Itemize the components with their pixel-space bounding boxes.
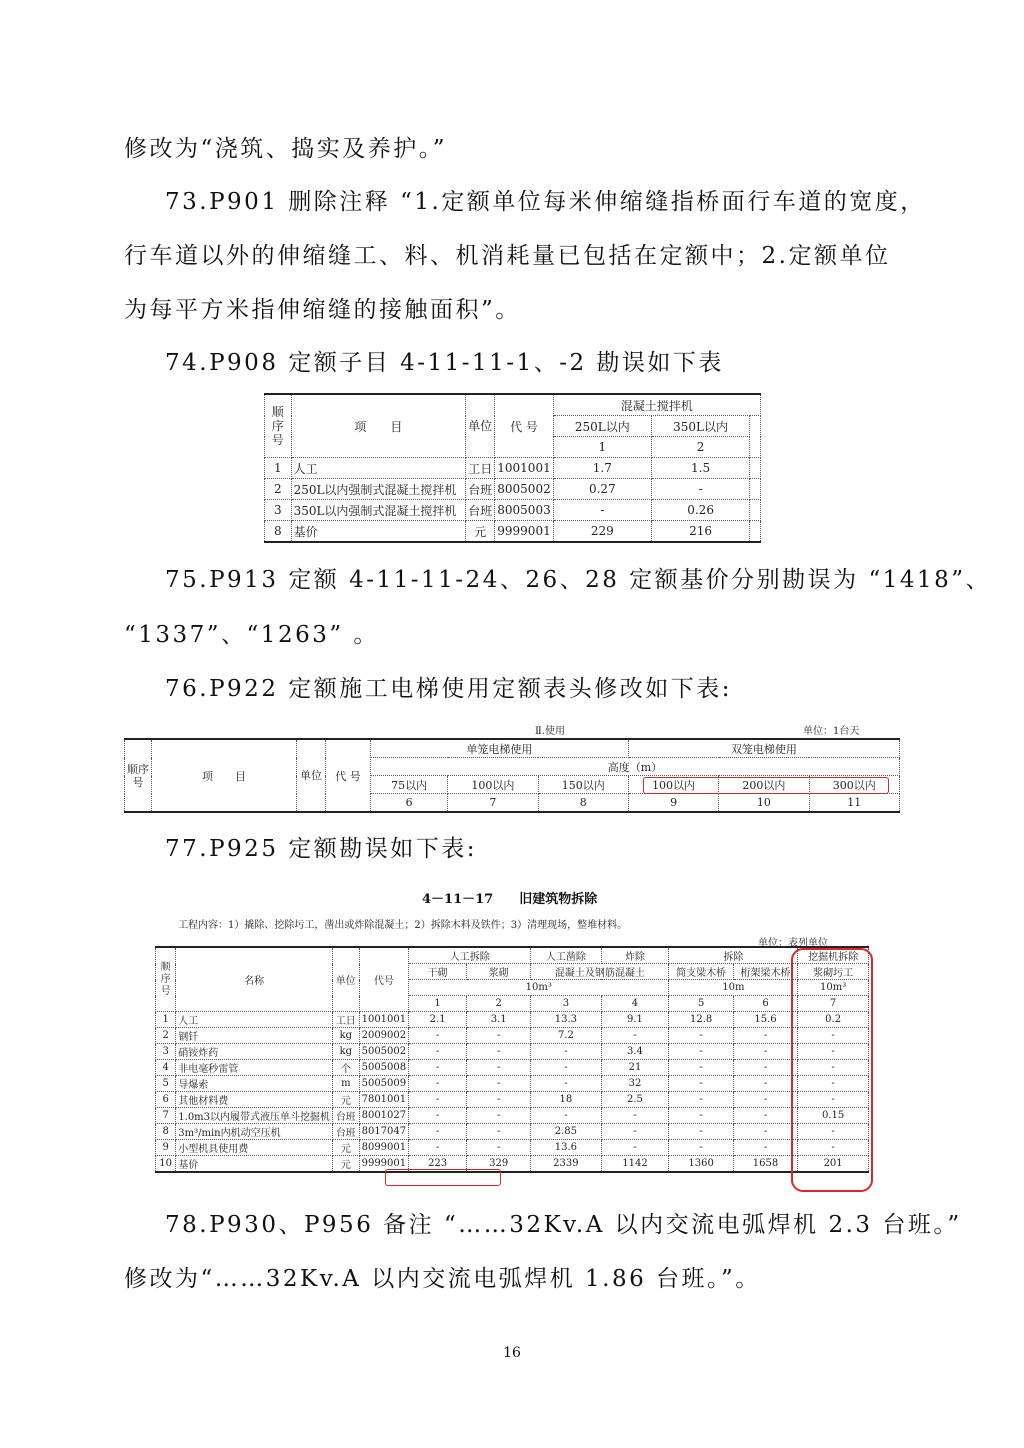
cell-unit: 个 bbox=[333, 1060, 360, 1076]
table-row bbox=[265, 458, 761, 479]
header-num: 3 bbox=[531, 996, 601, 1012]
paragraph-line: 修改为“……32Kv.A 以内交流电弧焊机 1.86 台班。”。 bbox=[124, 1266, 761, 1292]
header-measure-unit: 10m³ bbox=[798, 980, 869, 996]
cell-value: - bbox=[531, 1076, 601, 1092]
table-row bbox=[156, 1124, 869, 1140]
header-seq: 顺序号 bbox=[265, 394, 292, 458]
cell-code: 9999001 bbox=[495, 521, 553, 543]
header-col: 75以内 bbox=[371, 776, 448, 794]
header-num: 7 bbox=[448, 794, 538, 813]
cell-value: 3.1 bbox=[467, 1012, 531, 1028]
table-row bbox=[156, 1044, 869, 1060]
cell-unit: m bbox=[333, 1076, 360, 1092]
cell-code: 2009002 bbox=[359, 1028, 409, 1044]
cell-item: 350L以内强制式混凝土搅拌机 bbox=[291, 500, 466, 521]
cell-code: 7801001 bbox=[359, 1092, 409, 1108]
cell-value: - bbox=[669, 1076, 733, 1092]
header-single: 单笼电梯使用 bbox=[371, 739, 629, 758]
header-unit: 单位 bbox=[333, 947, 360, 1012]
cell-value: - bbox=[553, 500, 651, 521]
cell-seq: 5 bbox=[156, 1076, 176, 1092]
header-sub: 浆砌 bbox=[467, 964, 531, 980]
table-76-unit-note: 单位：1台天 bbox=[803, 726, 860, 737]
header-sub: 混凝土及钢筋混凝土 bbox=[531, 964, 669, 980]
header-item: 项 目 bbox=[291, 394, 466, 458]
header-num: 8 bbox=[538, 794, 628, 813]
cell-value: - bbox=[669, 1140, 733, 1156]
cell-value: - bbox=[733, 1140, 797, 1156]
cell-value: 216 bbox=[651, 521, 749, 543]
cell-value: 229 bbox=[553, 521, 651, 543]
cell-value: - bbox=[467, 1092, 531, 1108]
header-num: 6 bbox=[733, 996, 797, 1012]
cell-name: 非电毫秒雷管 bbox=[176, 1060, 333, 1076]
cell-code: 5005002 bbox=[359, 1044, 409, 1060]
cell-value: - bbox=[733, 1028, 797, 1044]
cell-code: 8099001 bbox=[359, 1140, 409, 1156]
header-group: 混凝土搅拌机 bbox=[553, 394, 760, 416]
cell-value: 1360 bbox=[669, 1156, 733, 1173]
cell-value: 329 bbox=[467, 1156, 531, 1173]
highlight-box bbox=[791, 948, 873, 1192]
cell-value: - bbox=[467, 1060, 531, 1076]
cell-value: - bbox=[798, 1092, 869, 1108]
header-num: 9 bbox=[628, 794, 718, 813]
header-code: 代 号 bbox=[326, 739, 371, 812]
cell-value: - bbox=[798, 1076, 869, 1092]
paragraph-line: 行车道以外的伸缩缝工、料、机消耗量已包括在定额中；2.定额单位 bbox=[124, 243, 891, 269]
cell-value: - bbox=[601, 1108, 669, 1124]
cell-unit: 元 bbox=[333, 1140, 360, 1156]
header-sub: 浆砌圬工 bbox=[798, 964, 869, 980]
table-row bbox=[156, 1156, 869, 1173]
paragraph-line: 75.P913 定额 4-11-11-24、26、28 定额基价分别勘误为 “1418”、 bbox=[165, 567, 992, 593]
cell-seq: 4 bbox=[156, 1060, 176, 1076]
paragraph-line: 77.P925 定额勘误如下表: bbox=[165, 836, 478, 862]
table-row bbox=[265, 521, 761, 543]
cell-value: - bbox=[669, 1028, 733, 1044]
cell-value: - bbox=[798, 1124, 869, 1140]
header-col: 100以内 bbox=[448, 776, 538, 794]
cell-value: 2.1 bbox=[409, 1012, 467, 1028]
cell-seq: 8 bbox=[156, 1124, 176, 1140]
cell-value: - bbox=[798, 1028, 869, 1044]
header-num: 5 bbox=[669, 996, 733, 1012]
table-77-errata bbox=[155, 946, 869, 1173]
cell-unit: 元 bbox=[333, 1092, 360, 1108]
cell-name: 导爆索 bbox=[176, 1076, 333, 1092]
header-num1: 1 bbox=[553, 437, 651, 458]
header-col: 200以内 bbox=[719, 776, 809, 794]
cell-value: 12.8 bbox=[669, 1012, 733, 1028]
cell-value: - bbox=[651, 479, 749, 500]
table-74-errata bbox=[264, 393, 761, 543]
table-row bbox=[265, 500, 761, 521]
cell-seq: 9 bbox=[156, 1140, 176, 1156]
cell-code: 9999001 bbox=[359, 1156, 409, 1173]
cell-unit: 台班 bbox=[466, 479, 495, 500]
paragraph-line: 76.P922 定额施工电梯使用定额表头修改如下表: bbox=[165, 676, 733, 702]
cell-value: - bbox=[669, 1044, 733, 1060]
cell-value: - bbox=[467, 1076, 531, 1092]
cell-seq: 2 bbox=[156, 1028, 176, 1044]
cell-value: - bbox=[467, 1140, 531, 1156]
cell-seq: 6 bbox=[156, 1092, 176, 1108]
header-num: 11 bbox=[809, 794, 899, 813]
table-row bbox=[265, 479, 761, 500]
cell-value: 7.2 bbox=[531, 1028, 601, 1044]
cell-value: - bbox=[409, 1028, 467, 1044]
header-unit: 单位 bbox=[466, 394, 495, 458]
cell-name: 其他材料费 bbox=[176, 1092, 333, 1108]
cell-value: - bbox=[467, 1108, 531, 1124]
header-num: 4 bbox=[601, 996, 669, 1012]
cell-unit: 工日 bbox=[466, 458, 495, 479]
cell-empty bbox=[750, 458, 761, 479]
cell-value: - bbox=[798, 1044, 869, 1060]
cell-item: 人工 bbox=[291, 458, 466, 479]
cell-value: - bbox=[601, 1028, 669, 1044]
table-row bbox=[156, 1076, 869, 1092]
header-col: 100以内 bbox=[628, 776, 718, 794]
cell-value: - bbox=[669, 1108, 733, 1124]
cell-name: 小型机具使用费 bbox=[176, 1140, 333, 1156]
cell-code: 8005003 bbox=[495, 500, 553, 521]
cell-value: - bbox=[669, 1124, 733, 1140]
cell-value: 1.5 bbox=[651, 458, 749, 479]
header-col2: 350L以内 bbox=[651, 416, 749, 437]
table-row bbox=[156, 1140, 869, 1156]
header-unit: 单位 bbox=[297, 739, 326, 812]
cell-code: 8005002 bbox=[495, 479, 553, 500]
cell-seq: 1 bbox=[156, 1012, 176, 1028]
header-code: 代 号 bbox=[495, 394, 553, 458]
cell-empty bbox=[750, 500, 761, 521]
cell-unit: 元 bbox=[466, 521, 495, 543]
table-77-unit-note: 单位：表列单位 bbox=[758, 938, 828, 949]
header-group: 炸除 bbox=[601, 947, 669, 964]
cell-unit: 台班 bbox=[333, 1124, 360, 1140]
cell-value: - bbox=[669, 1060, 733, 1076]
cell-value: 2.85 bbox=[531, 1124, 601, 1140]
paragraph-line: “1337”、“1263” 。 bbox=[124, 622, 379, 648]
cell-name: 钢钎 bbox=[176, 1028, 333, 1044]
cell-code: 1001001 bbox=[359, 1012, 409, 1028]
cell-value: - bbox=[733, 1060, 797, 1076]
cell-value: - bbox=[733, 1124, 797, 1140]
cell-seq: 3 bbox=[156, 1044, 176, 1060]
cell-value: 201 bbox=[798, 1156, 869, 1173]
cell-value: - bbox=[531, 1108, 601, 1124]
header-group: 人工拆除 bbox=[409, 947, 531, 964]
cell-seq: 7 bbox=[156, 1108, 176, 1124]
header-group: 拆除 bbox=[669, 947, 798, 964]
header-spacer bbox=[750, 416, 761, 458]
cell-value: 3.4 bbox=[601, 1044, 669, 1060]
cell-value: 1.7 bbox=[553, 458, 651, 479]
cell-value: 18 bbox=[531, 1092, 601, 1108]
cell-value: - bbox=[733, 1108, 797, 1124]
cell-unit: kg bbox=[333, 1028, 360, 1044]
header-name: 名称 bbox=[176, 947, 333, 1012]
header-col: 300以内 bbox=[809, 776, 899, 794]
header-num: 2 bbox=[467, 996, 531, 1012]
cell-value: 13.6 bbox=[531, 1140, 601, 1156]
cell-value: - bbox=[601, 1140, 669, 1156]
cell-name: 硝铵炸药 bbox=[176, 1044, 333, 1060]
highlight-box bbox=[643, 777, 889, 794]
header-num: 6 bbox=[371, 794, 448, 813]
cell-value: - bbox=[467, 1044, 531, 1060]
cell-value: 9.1 bbox=[601, 1012, 669, 1028]
cell-value: - bbox=[798, 1060, 869, 1076]
table-row bbox=[156, 1092, 869, 1108]
cell-value: - bbox=[669, 1092, 733, 1108]
cell-value: - bbox=[467, 1028, 531, 1044]
header-num: 1 bbox=[409, 996, 467, 1012]
header-group: 人工凿除 bbox=[531, 947, 601, 964]
page-number: 16 bbox=[503, 1345, 521, 1361]
cell-seq: 10 bbox=[156, 1156, 176, 1173]
header-num2: 2 bbox=[651, 437, 749, 458]
cell-value: 21 bbox=[601, 1060, 669, 1076]
cell-unit: kg bbox=[333, 1044, 360, 1060]
cell-code: 1001001 bbox=[495, 458, 553, 479]
cell-seq: 2 bbox=[265, 479, 292, 500]
paragraph-line: 为每平方米指伸缩缝的接触面积”。 bbox=[124, 297, 521, 323]
cell-value: 2339 bbox=[531, 1156, 601, 1173]
cell-value: 0.26 bbox=[651, 500, 749, 521]
cell-value: 0.27 bbox=[553, 479, 651, 500]
cell-unit: 工日 bbox=[333, 1012, 360, 1028]
cell-value: - bbox=[409, 1108, 467, 1124]
cell-value: - bbox=[733, 1044, 797, 1060]
cell-value: 13.3 bbox=[531, 1012, 601, 1028]
paragraph-line: 73.P901 删除注释 “1.定额单位每米伸缩缝指桥面行车道的宽度， bbox=[165, 189, 926, 215]
table-row bbox=[156, 1028, 869, 1044]
cell-value: - bbox=[409, 1044, 467, 1060]
cell-value: - bbox=[531, 1044, 601, 1060]
table-row bbox=[156, 1108, 869, 1124]
cell-name: 基价 bbox=[176, 1156, 333, 1173]
header-col1: 250L以内 bbox=[553, 416, 651, 437]
cell-value: 1142 bbox=[601, 1156, 669, 1173]
table-row bbox=[156, 1060, 869, 1076]
cell-empty bbox=[750, 521, 761, 543]
cell-value: - bbox=[733, 1092, 797, 1108]
header-double: 双笼电梯使用 bbox=[628, 739, 899, 758]
table-row bbox=[156, 1012, 869, 1028]
paragraph-line: 78.P930、P956 备注 “……32Kv.A 以内交流电弧焊机 2.3 台班。” bbox=[165, 1212, 962, 1238]
paragraph-line: 74.P908 定额子目 4-11-11-1、-2 勘误如下表 bbox=[165, 350, 724, 376]
header-group: 挖掘机拆除 bbox=[798, 947, 869, 964]
header-code: 代号 bbox=[359, 947, 409, 1012]
header-sub: 简支梁木桥 bbox=[669, 964, 733, 980]
header-num: 10 bbox=[719, 794, 809, 813]
cell-name: 1.0m3以内履带式液压单斗挖掘机 bbox=[176, 1108, 333, 1124]
header-sub: 干砌 bbox=[409, 964, 467, 980]
cell-unit: 台班 bbox=[333, 1108, 360, 1124]
header-seq: 顺序号 bbox=[125, 739, 152, 812]
header-height: 高度（m） bbox=[371, 758, 900, 776]
cell-code: 8001027 bbox=[359, 1108, 409, 1124]
header-col: 150以内 bbox=[538, 776, 628, 794]
cell-value: - bbox=[409, 1140, 467, 1156]
cell-code: 8017047 bbox=[359, 1124, 409, 1140]
highlight-box bbox=[385, 1169, 501, 1186]
table-77-title: 4－11－17 旧建筑物拆除 bbox=[422, 892, 598, 907]
cell-value: 0.15 bbox=[798, 1108, 869, 1124]
cell-value: - bbox=[531, 1060, 601, 1076]
header-measure-unit: 10m³ bbox=[409, 980, 669, 996]
cell-value: - bbox=[409, 1092, 467, 1108]
table-76-title: Ⅱ.使用 bbox=[535, 726, 565, 737]
cell-empty bbox=[750, 479, 761, 500]
cell-seq: 1 bbox=[265, 458, 292, 479]
cell-value: 32 bbox=[601, 1076, 669, 1092]
cell-unit: 台班 bbox=[466, 500, 495, 521]
cell-value: 2.5 bbox=[601, 1092, 669, 1108]
paragraph-line: 修改为“浇筑、捣实及养护。” bbox=[124, 136, 448, 162]
cell-item: 基价 bbox=[291, 521, 466, 543]
header-measure-unit: 10m bbox=[669, 980, 798, 996]
cell-seq: 3 bbox=[265, 500, 292, 521]
header-num: 7 bbox=[798, 996, 869, 1012]
cell-name: 人工 bbox=[176, 1012, 333, 1028]
cell-value: - bbox=[409, 1124, 467, 1140]
cell-value: 0.2 bbox=[798, 1012, 869, 1028]
cell-value: - bbox=[798, 1140, 869, 1156]
table-76-header bbox=[124, 738, 900, 813]
cell-value: - bbox=[409, 1076, 467, 1092]
cell-value: - bbox=[409, 1060, 467, 1076]
cell-value: 1658 bbox=[733, 1156, 797, 1173]
header-seq: 顺序号 bbox=[156, 947, 176, 1012]
cell-value: 15.6 bbox=[733, 1012, 797, 1028]
cell-value: - bbox=[601, 1124, 669, 1140]
cell-seq: 8 bbox=[265, 521, 292, 543]
cell-unit: 元 bbox=[333, 1156, 360, 1173]
cell-value: - bbox=[467, 1124, 531, 1140]
cell-value: - bbox=[733, 1076, 797, 1092]
cell-code: 5005009 bbox=[359, 1076, 409, 1092]
cell-item: 250L以内强制式混凝土搅拌机 bbox=[291, 479, 466, 500]
cell-code: 5005008 bbox=[359, 1060, 409, 1076]
cell-name: 3m³/min内机动空压机 bbox=[176, 1124, 333, 1140]
cell-value: 223 bbox=[409, 1156, 467, 1173]
table-77-work-content: 工程内容：1）撬除、挖除圬工，凿出或炸除混凝土；2）拆除木料及铁件；3）清理现场，整堆材料。 bbox=[178, 920, 628, 931]
header-item: 项 目 bbox=[152, 739, 297, 812]
header-sub: 桁架梁木桥 bbox=[733, 964, 797, 980]
